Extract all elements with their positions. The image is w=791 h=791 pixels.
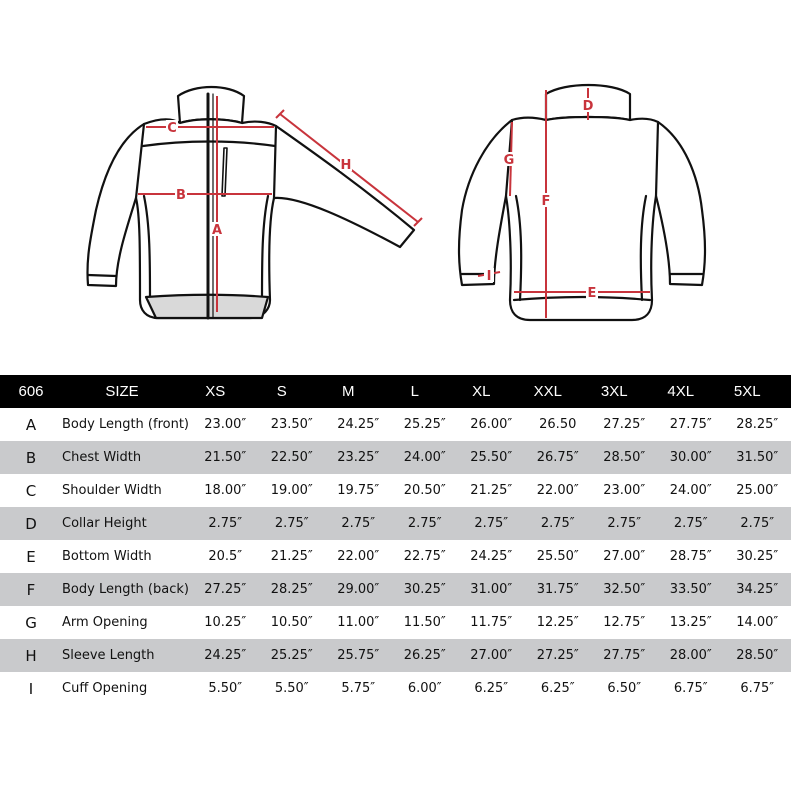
table-row	[0, 474, 791, 507]
row-value: 6.50″	[607, 681, 642, 696]
row-measurement-name: Cuff Opening	[62, 681, 148, 696]
row-measurement-name: Sleeve Length	[62, 648, 155, 663]
table-row	[0, 507, 791, 540]
row-value: 11.50″	[403, 615, 446, 630]
label-c: C	[167, 121, 177, 136]
row-value: 20.50″	[403, 483, 446, 498]
row-value: 11.75″	[470, 615, 513, 630]
label-i: I	[486, 269, 492, 284]
row-value: 30.25″	[403, 582, 446, 597]
table-row	[0, 540, 791, 573]
row-value: 28.25″	[736, 417, 779, 432]
row-code: A	[25, 415, 37, 434]
table-header	[0, 375, 791, 408]
header-size: SIZE	[105, 383, 139, 400]
row-code: G	[25, 613, 37, 632]
row-value: 27.00″	[470, 648, 513, 663]
table-row	[0, 606, 791, 639]
row-value: 26.00″	[470, 417, 513, 432]
row-value: 26.25″	[403, 648, 446, 663]
row-measurement-name: Arm Opening	[62, 615, 148, 630]
row-value: 33.50″	[669, 582, 712, 597]
row-value: 10.25″	[204, 615, 247, 630]
header-size-4xl: 4XL	[667, 383, 695, 400]
row-value: 26.75″	[536, 450, 579, 465]
row-value: 21.50″	[204, 450, 247, 465]
row-value: 27.75″	[669, 417, 712, 432]
row-value: 12.25″	[536, 615, 579, 630]
row-value: 25.25″	[270, 648, 313, 663]
row-value: 23.00″	[603, 483, 646, 498]
row-value: 2.75″	[208, 516, 243, 531]
header-size-3xl: 3XL	[600, 383, 628, 400]
row-measurement-name: Chest Width	[62, 450, 142, 465]
row-value: 31.75″	[536, 582, 579, 597]
label-a: A	[211, 223, 223, 238]
header-size-s: S	[276, 383, 287, 400]
row-value: 29.00″	[337, 582, 380, 597]
row-value: 31.50″	[736, 450, 779, 465]
table-row	[0, 639, 791, 672]
row-value: 2.75″	[673, 516, 708, 531]
jacket-diagram-svg	[0, 0, 791, 360]
row-value: 19.75″	[337, 483, 380, 498]
row-measurement-name: Shoulder Width	[62, 483, 162, 498]
row-value: 28.50″	[736, 648, 779, 663]
row-value: 28.75″	[669, 549, 712, 564]
row-value: 22.00″	[536, 483, 579, 498]
row-measurement-name: Collar Height	[62, 516, 147, 531]
row-code: B	[25, 448, 37, 467]
row-value: 6.00″	[407, 681, 442, 696]
row-value: 2.75″	[341, 516, 376, 531]
label-h: H	[340, 158, 352, 173]
row-value: 13.25″	[669, 615, 712, 630]
row-value: 6.25″	[540, 681, 575, 696]
row-value: 23.25″	[337, 450, 380, 465]
row-value: 25.25″	[403, 417, 446, 432]
row-value: 25.50″	[470, 450, 513, 465]
jacket-diagrams	[0, 0, 791, 360]
row-value: 22.75″	[403, 549, 446, 564]
row-code: E	[26, 547, 36, 566]
header-size-xl: XL	[472, 383, 491, 400]
row-code: I	[28, 679, 34, 698]
row-value: 6.25″	[474, 681, 509, 696]
row-value: 25.50″	[536, 549, 579, 564]
row-code: F	[26, 580, 36, 599]
label-d: D	[582, 99, 594, 114]
row-code: C	[25, 481, 37, 500]
row-value: 24.25″	[204, 648, 247, 663]
row-value: 10.50″	[270, 615, 313, 630]
row-value: 32.50″	[603, 582, 646, 597]
row-value: 6.75″	[673, 681, 708, 696]
label-b: B	[176, 188, 186, 203]
row-value: 2.75″	[407, 516, 442, 531]
label-e: E	[587, 286, 597, 301]
row-measurement-name: Body Length (front)	[62, 417, 189, 432]
row-value: 11.00″	[337, 615, 380, 630]
row-value: 2.75″	[540, 516, 575, 531]
row-value: 24.00″	[403, 450, 446, 465]
row-value: 5.75″	[341, 681, 376, 696]
header-size-l: L	[410, 383, 419, 400]
row-value: 30.25″	[736, 549, 779, 564]
row-value: 28.50″	[603, 450, 646, 465]
label-f: F	[541, 194, 551, 209]
row-code: D	[25, 514, 37, 533]
row-value: 2.75″	[607, 516, 642, 531]
row-value: 6.75″	[740, 681, 775, 696]
row-value: 20.5″	[208, 549, 243, 564]
size-table	[0, 375, 791, 705]
back-jacket-outline	[459, 85, 705, 320]
label-g: G	[503, 153, 515, 168]
row-value: 21.25″	[470, 483, 513, 498]
row-value: 14.00″	[736, 615, 779, 630]
row-value: 18.00″	[204, 483, 247, 498]
row-value: 34.25″	[736, 582, 779, 597]
row-value: 28.00″	[669, 648, 712, 663]
table-row	[0, 408, 791, 441]
row-value: 28.25″	[270, 582, 313, 597]
row-value: 24.25″	[470, 549, 513, 564]
header-size-5xl: 5XL	[733, 383, 761, 400]
row-value: 27.00″	[603, 549, 646, 564]
row-value: 2.75″	[274, 516, 309, 531]
row-value: 27.25″	[603, 417, 646, 432]
row-value: 12.75″	[603, 615, 646, 630]
row-value: 26.50	[539, 417, 577, 432]
row-value: 5.50″	[274, 681, 309, 696]
row-code: H	[25, 646, 37, 665]
header-size-xxl: XXL	[533, 383, 562, 400]
row-value: 23.00″	[204, 417, 247, 432]
header-size-m: M	[342, 383, 355, 400]
header-style-code: 606	[18, 383, 44, 400]
header-size-xs: XS	[205, 383, 226, 400]
table-body	[0, 408, 791, 705]
row-value: 5.50″	[208, 681, 243, 696]
row-value: 27.25″	[204, 582, 247, 597]
row-measurement-name: Bottom Width	[62, 549, 152, 564]
row-value: 25.75″	[337, 648, 380, 663]
row-value: 31.00″	[470, 582, 513, 597]
row-value: 25.00″	[736, 483, 779, 498]
row-value: 27.75″	[603, 648, 646, 663]
front-jacket-outline	[87, 87, 414, 318]
table-row	[0, 672, 791, 705]
table-row	[0, 573, 791, 606]
row-value: 2.75″	[740, 516, 775, 531]
row-value: 24.25″	[337, 417, 380, 432]
row-value: 2.75″	[474, 516, 509, 531]
row-value: 24.00″	[669, 483, 712, 498]
row-measurement-name: Body Length (back)	[62, 582, 189, 597]
row-value: 19.00″	[270, 483, 313, 498]
table-row	[0, 441, 791, 474]
row-value: 27.25″	[536, 648, 579, 663]
row-value: 22.00″	[337, 549, 380, 564]
row-value: 23.50″	[270, 417, 313, 432]
row-value: 30.00″	[669, 450, 712, 465]
row-value: 21.25″	[270, 549, 313, 564]
row-value: 22.50″	[270, 450, 313, 465]
